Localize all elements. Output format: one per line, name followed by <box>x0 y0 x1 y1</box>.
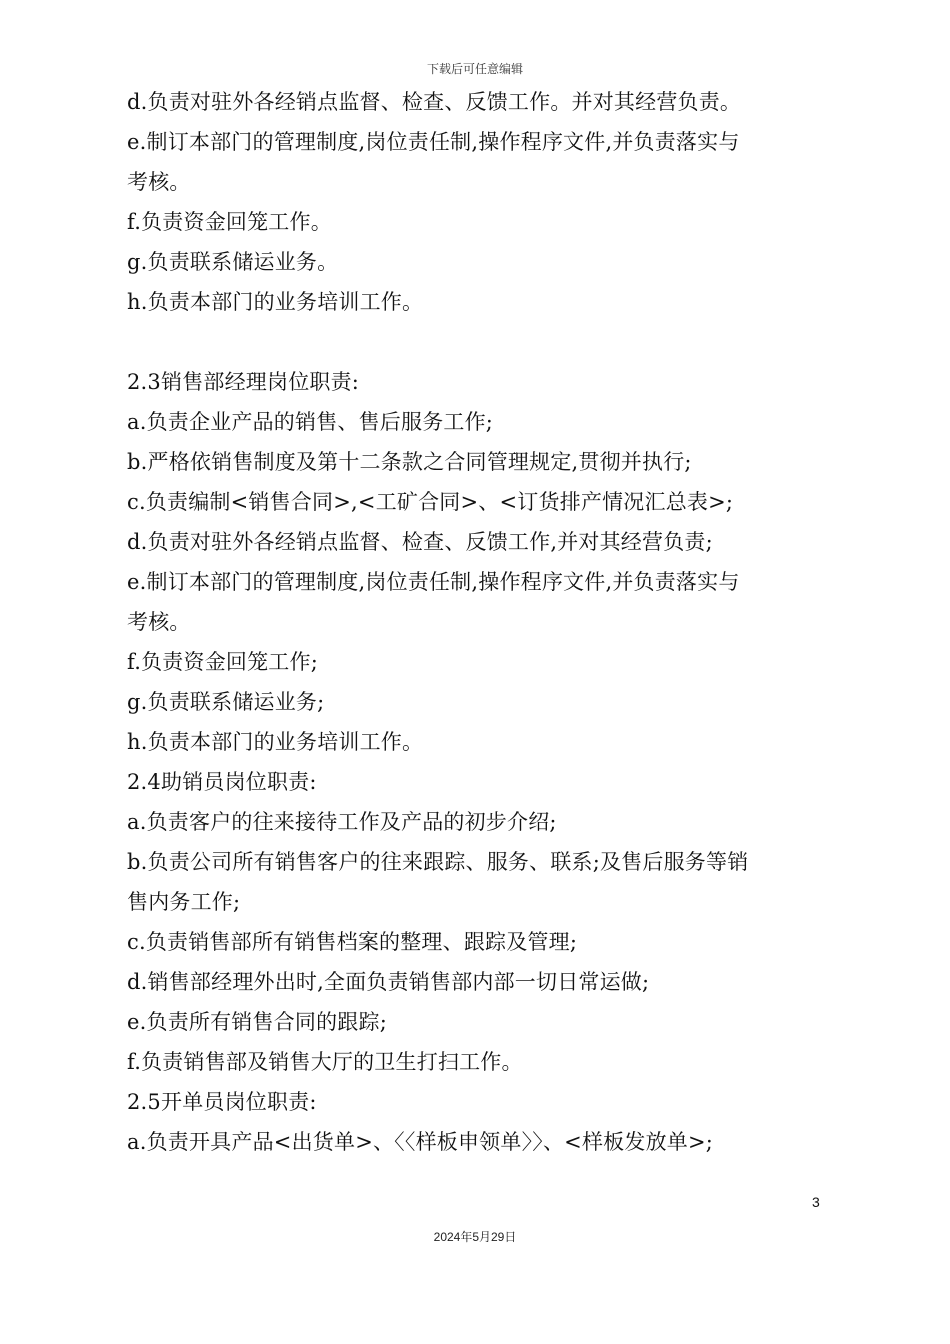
text-line: f.负责销售部及销售大厅的卫生打扫工作。 <box>127 1050 523 1074</box>
text-line: e.制订本部门的管理制度,岗位责任制,操作程序文件,并负责落实与 <box>127 570 740 594</box>
page-number: 3 <box>812 1194 820 1210</box>
page-header: 下载后可任意编辑 <box>426 62 523 76</box>
text-line: h.负责本部门的业务培训工作。 <box>127 290 424 314</box>
section-heading: 2.5开单员岗位职责: <box>127 1090 317 1114</box>
text-line: f.负责资金回笼工作。 <box>127 210 332 234</box>
blank-line <box>127 322 827 362</box>
text-line: d.销售部经理外出时,全面负责销售部内部一切日常运做; <box>127 970 650 994</box>
text-line: b.严格依销售制度及第十二条款之合同管理规定,贯彻并执行; <box>127 450 692 474</box>
text-line: 考核。 <box>127 610 191 634</box>
text-line: b.负责公司所有销售客户的往来跟踪、服务、联系;及售后服务等销 <box>127 850 749 874</box>
document-body <box>127 82 827 1162</box>
text-line: f.负责资金回笼工作; <box>127 650 318 674</box>
text-line: a.负责企业产品的销售、售后服务工作; <box>127 410 494 434</box>
section-heading: 2.4助销员岗位职责: <box>127 770 317 794</box>
section-heading: 2.3销售部经理岗位职责: <box>127 370 360 394</box>
text-line: d.负责对驻外各经销点监督、检查、反馈工作。并对其经营负责。 <box>127 90 742 114</box>
text-line: c.负责编制<销售合同>,<工矿合同>、<订货排产情况汇总表>; <box>127 490 734 514</box>
text-line: d.负责对驻外各经销点监督、检查、反馈工作,并对其经营负责; <box>127 530 713 554</box>
text-line: g.负责联系储运业务。 <box>127 250 339 274</box>
text-line: h.负责本部门的业务培训工作。 <box>127 730 424 754</box>
text-line: g.负责联系储运业务; <box>127 690 325 714</box>
text-line: e.负责所有销售合同的跟踪; <box>127 1010 387 1034</box>
text-line: a.负责开具产品<出货单>、〈〈样板申领单〉〉、<样板发放单>; <box>127 1130 714 1154</box>
text-line: 考核。 <box>127 170 191 194</box>
page-footer-date: 2024年5月29日 <box>433 1230 517 1244</box>
text-line: e.制订本部门的管理制度,岗位责任制,操作程序文件,并负责落实与 <box>127 130 740 154</box>
text-line: 售内务工作; <box>127 890 241 914</box>
text-line: a.负责客户的往来接待工作及产品的初步介绍; <box>127 810 557 834</box>
text-line: c.负责销售部所有销售档案的整理、跟踪及管理; <box>127 930 578 954</box>
